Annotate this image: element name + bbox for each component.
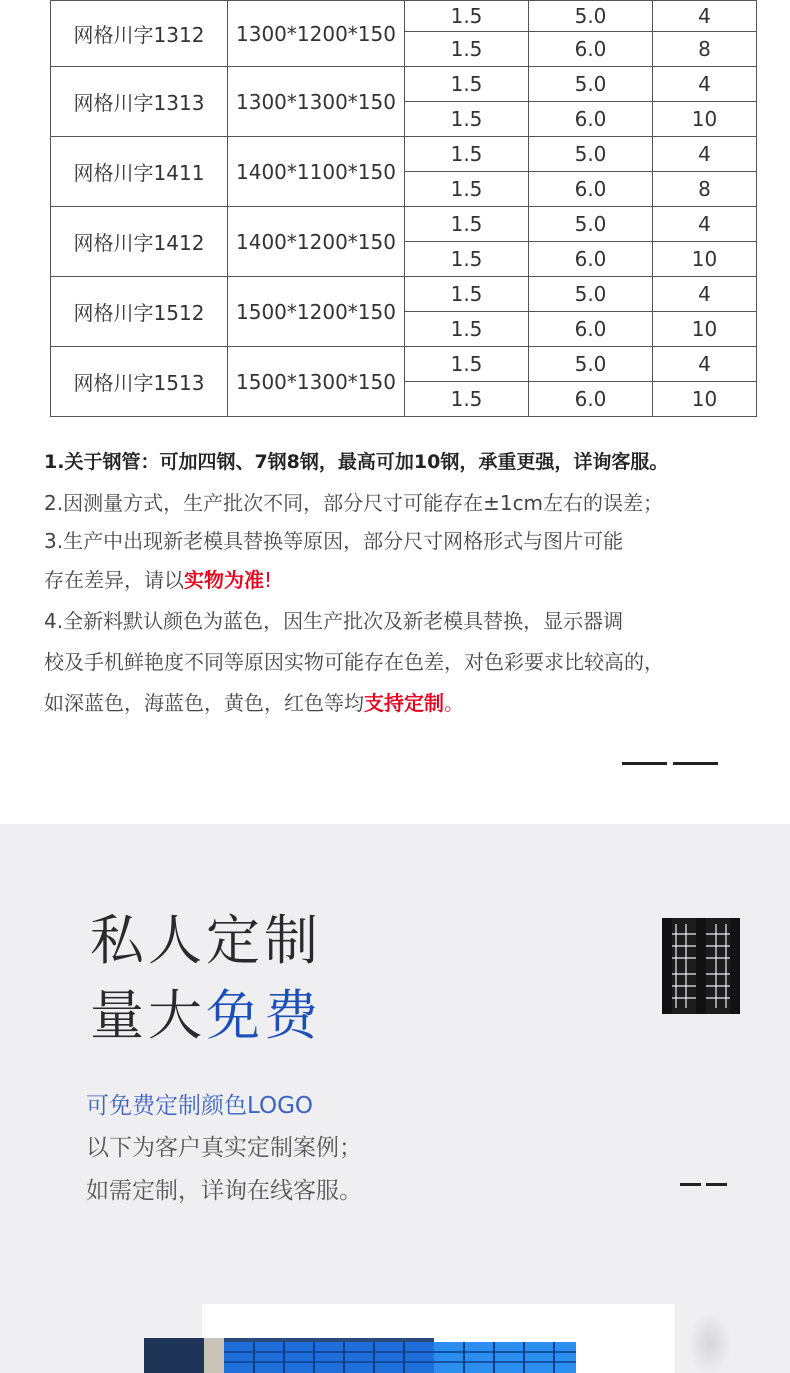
value-cell: 1.5 [405,312,529,347]
value-cell: 1.5 [405,137,529,172]
model-cell: 网格川字1513 [51,347,228,417]
value-cell: 5.0 [529,277,653,312]
size-cell: 1400*1200*150 [228,207,405,277]
value-cell: 5.0 [529,347,653,382]
value-cell: 6.0 [529,382,653,417]
note-measurement: 2.因测量方式，生产批次不同，部分尺寸可能存在±1cm左右的误差； [44,491,664,515]
custom-sub-contact: 如需定制，详询在线客服。 [86,1178,362,1204]
size-cell: 1500*1300*150 [228,347,405,417]
value-cell: 4 [653,137,757,172]
note-color-line3: 如深蓝色，海蓝色，黄色，红色等均支持定制。 [44,691,464,715]
custom-case-photo [144,1338,576,1373]
value-cell: 1.5 [405,32,529,67]
notes-block [44,446,784,724]
note-color-line2: 校及手机鲜艳度不同等原因实物可能存在色差，对色彩要求比较高的， [44,650,664,674]
decorative-shadow [690,1314,730,1373]
value-cell: 10 [653,242,757,277]
value-cell: 1.5 [405,67,529,102]
highlight-free: 免费 [206,984,322,1047]
value-cell: 5.0 [529,1,653,32]
model-cell: 网格川字1512 [51,277,228,347]
table-row [51,347,757,382]
divider-dash-right [673,762,718,765]
value-cell: 1.5 [405,207,529,242]
size-cell: 1300*1200*150 [228,1,405,67]
divider-dash-small-right [706,1183,727,1186]
model-cell: 网格川字1412 [51,207,228,277]
table-row [51,1,757,32]
model-cell: 网格川字1411 [51,137,228,207]
note-mold-line1: 3.生产中出现新老模具替换等原因，部分尺寸网格形式与图片可能 [44,529,624,553]
value-cell: 1.5 [405,1,529,32]
custom-title-line2: 量大免费 [90,984,322,1047]
custom-title-line1: 私人定制 [90,909,322,972]
table-row [51,277,757,312]
value-cell: 5.0 [529,137,653,172]
value-cell: 6.0 [529,312,653,347]
value-cell: 6.0 [529,242,653,277]
model-cell: 网格川字1313 [51,67,228,137]
value-cell: 6.0 [529,32,653,67]
highlight-actual-product: 实物为准 [184,568,264,592]
value-cell: 4 [653,277,757,312]
value-cell: 1.5 [405,172,529,207]
value-cell: 1.5 [405,382,529,417]
divider-dash-left [622,762,667,765]
highlight-customizable: 支持定制 [364,691,444,715]
value-cell: 5.0 [529,207,653,242]
value-cell: 4 [653,67,757,102]
value-cell: 4 [653,1,757,32]
custom-section [0,824,790,1373]
divider-dash-small-left [680,1183,701,1186]
value-cell: 1.5 [405,102,529,137]
value-cell: 8 [653,172,757,207]
value-cell: 5.0 [529,67,653,102]
value-cell: 8 [653,32,757,67]
value-cell: 1.5 [405,347,529,382]
custom-sub-cases: 以下为客户真实定制案例； [86,1135,362,1161]
table-row [51,137,757,172]
spec-table [50,0,757,417]
model-cell: 网格川字1312 [51,1,228,67]
pallet-icon [660,916,742,1016]
value-cell: 10 [653,382,757,417]
note-color-line1: 4.全新料默认颜色为蓝色，因生产批次及新老模具替换，显示器调 [44,609,624,633]
note-steel-pipe: 1.关于钢管：可加四钢、7钢8钢，最高可加10钢，承重更强，详询客服。 [44,451,669,473]
table-row [51,207,757,242]
size-cell: 1300*1300*150 [228,67,405,137]
value-cell: 10 [653,102,757,137]
note-mold-line2: 存在差异，请以实物为准! [44,568,273,592]
size-cell: 1400*1100*150 [228,137,405,207]
size-cell: 1500*1200*150 [228,277,405,347]
table-row [51,67,757,102]
value-cell: 6.0 [529,102,653,137]
value-cell: 4 [653,207,757,242]
value-cell: 6.0 [529,172,653,207]
value-cell: 1.5 [405,277,529,312]
value-cell: 4 [653,347,757,382]
custom-sub-logo: 可免费定制颜色LOGO [86,1093,314,1119]
value-cell: 10 [653,312,757,347]
value-cell: 1.5 [405,242,529,277]
